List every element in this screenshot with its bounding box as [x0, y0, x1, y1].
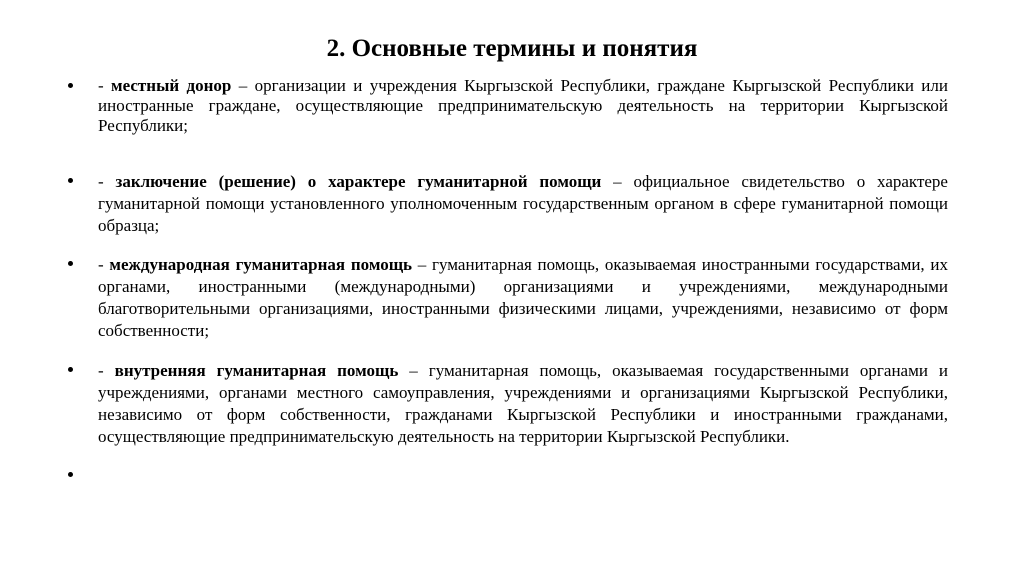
- item-definition: – гуманитарная помощь, оказываемая государственными органами и учреждениями, органами местного самоуправления, учреждениями и организациями Кыргызской Республики, независимо от форм собственности, гражданами Кыргызской Республики и иностранными гражданами, осуществляющие предпринимательскую деятельность на территории Кыргызской Республики.: [98, 361, 948, 446]
- item-term: заключение (решение) о характере гуманитарной помощи: [115, 172, 602, 191]
- bullet-icon: [68, 83, 73, 88]
- bullet-icon: [68, 178, 73, 183]
- item-prefix: -: [98, 255, 110, 274]
- list-item-text: [98, 76, 948, 136]
- list-item: [68, 76, 948, 136]
- item-term: местный донор: [111, 76, 232, 95]
- item-definition: – гуманитарная помощь, оказываемая иностранными государствами, их органами, иностранными (международными) организациями и учреждениями, международными благотворительными организациями, иностранными физическими лицами, учреждениями, независимо от форм собственности;: [98, 255, 949, 340]
- item-definition: – официальное свидетельство о характере гуманитарной помощи установленного уполномоченным государственным органом в сфере гуманитарной помощи образца;: [98, 172, 948, 235]
- list-item: [68, 254, 948, 342]
- list-item-text: [98, 360, 948, 448]
- page-title: 2. Основные термины и понятия: [326, 35, 698, 62]
- list-item: [68, 360, 948, 448]
- list-item-text: [98, 254, 948, 342]
- bullet-icon: [68, 472, 73, 477]
- bullet-icon: [68, 367, 73, 372]
- item-term: внутренняя гуманитарная помощь: [114, 361, 399, 380]
- list-item-text: [98, 171, 948, 237]
- list-item: [68, 171, 948, 237]
- item-term: международная гуманитарная помощь: [109, 255, 413, 274]
- item-definition: – организации и учреждения Кыргызской Республики, граждане Кыргызской Республики или иностранные граждане, осуществляющие предпринимательскую деятельность на территории Кыргызской Республики;: [98, 76, 948, 135]
- item-prefix: -: [98, 361, 115, 380]
- item-prefix: -: [98, 172, 116, 191]
- bullet-icon: [68, 261, 73, 266]
- item-prefix: -: [98, 76, 112, 95]
